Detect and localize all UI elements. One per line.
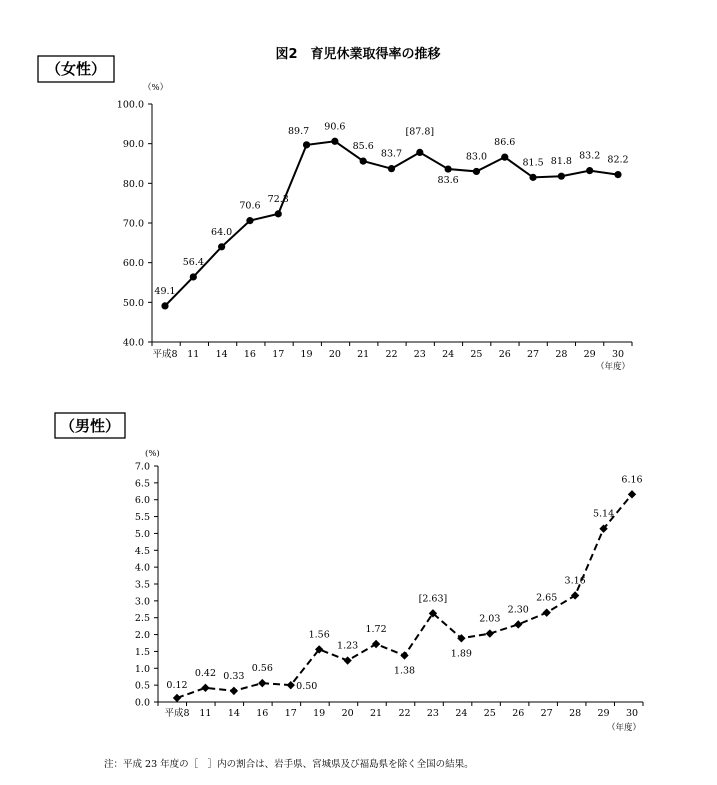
female-x-tick-label: 平成8	[152, 349, 178, 360]
male-data-point	[628, 490, 636, 498]
female-data-point	[190, 273, 197, 280]
male-data-label: 3.16	[564, 575, 586, 587]
male-y-tick-label: 0.5	[134, 680, 150, 692]
female-data-point	[614, 171, 621, 178]
male-data-label: 1.89	[450, 648, 472, 660]
female-x-tick-label: 14	[215, 349, 228, 360]
female-data-label: 83.6	[437, 175, 459, 187]
female-x-tick-label: 23	[413, 349, 426, 360]
male-y-tick-label: 5.0	[134, 528, 150, 540]
female-data-point	[360, 158, 367, 165]
female-data-label: 83.0	[465, 151, 488, 163]
male-data-label: 0.50	[296, 681, 318, 693]
male-y-tick-label: 0.0	[134, 697, 150, 709]
male-x-tick-label: 21	[370, 708, 383, 719]
female-data-point	[586, 167, 593, 174]
male-data-label: 2.65	[536, 592, 558, 604]
male-data-label: 6.16	[621, 474, 643, 486]
female-data-label: 72.3	[267, 193, 289, 205]
page-title: 図2 育児休業取得率の推移	[275, 47, 441, 62]
male-data-point	[514, 620, 522, 628]
female-data-point	[529, 174, 536, 181]
male-x-tick-label: 平成8	[164, 708, 190, 719]
male-data-point	[486, 629, 494, 637]
female-y-tick-label: 50.0	[122, 297, 144, 309]
male-data-label: 5.14	[592, 508, 615, 520]
female-x-tick-label: 24	[442, 349, 455, 360]
female-data-label: 90.6	[324, 121, 346, 133]
female-panel-label: （女性）	[45, 60, 107, 78]
male-x-tick-label: 14	[227, 708, 240, 719]
female-data-point	[218, 243, 225, 250]
male-x-tick-label: 29	[597, 708, 610, 719]
male-data-point	[230, 687, 238, 695]
male-x-tick-label: 19	[313, 708, 326, 719]
male-y-tick-label: 4.0	[134, 562, 150, 574]
female-x-tick-label: 22	[385, 349, 398, 360]
female-data-point	[303, 141, 310, 148]
female-x-tick-label: 28	[555, 349, 568, 360]
male-y-tick-label: 6.5	[134, 478, 150, 490]
female-data-point	[416, 149, 423, 156]
male-x-tick-label: 24	[455, 708, 468, 719]
male-y-tick-label: 2.0	[134, 630, 150, 642]
male-data-label: 0.42	[194, 667, 217, 679]
female-data-point	[246, 217, 253, 224]
male-data-point	[287, 681, 295, 689]
male-y-tick-label: 1.0	[134, 663, 150, 675]
male-x-tick-label: 26	[512, 708, 525, 719]
male-x-unit-label: （年度）	[606, 723, 642, 733]
female-data-label: 81.5	[522, 157, 544, 169]
male-data-label: 0.33	[223, 670, 245, 682]
female-data-label: 70.6	[239, 200, 261, 212]
female-x-tick-label: 19	[300, 349, 313, 360]
male-y-tick-label: 7.0	[134, 461, 150, 473]
female-data-label: 83.2	[579, 150, 601, 162]
male-data-label: 1.56	[308, 629, 330, 641]
male-x-tick-label: 27	[540, 708, 553, 719]
female-x-tick-label: 11	[187, 349, 200, 360]
female-data-label: 85.6	[352, 141, 374, 153]
female-x-tick-label: 16	[243, 349, 256, 360]
male-data-label: 2.03	[479, 613, 501, 625]
footnote: 注：平成 23 年度の［ ］内の割合は、岩手県、宮城県及び福島県を除く全国の結果。	[104, 759, 474, 770]
male-y-tick-label: 5.5	[134, 512, 150, 524]
female-x-tick-label: 29	[583, 349, 596, 360]
male-data-point	[400, 651, 408, 659]
male-data-label: [2.63]	[418, 593, 448, 605]
female-x-tick-label: 30	[611, 349, 625, 360]
female-y-tick-label: 90.0	[122, 139, 144, 151]
female-data-label: 82.2	[607, 154, 629, 166]
female-data-label: 56.4	[182, 256, 204, 268]
female-x-tick-label: 17	[272, 349, 285, 360]
female-data-label: 81.8	[550, 156, 572, 168]
female-x-tick-label: 26	[498, 349, 511, 360]
male-chart	[135, 448, 643, 733]
male-x-tick-label: 23	[426, 708, 439, 719]
female-y-tick-label: 60.0	[122, 258, 144, 270]
male-data-point	[201, 684, 209, 692]
male-x-tick-label: 11	[199, 708, 212, 719]
female-data-point	[445, 165, 452, 172]
female-y-tick-label: 40.0	[122, 337, 144, 349]
female-data-point	[558, 173, 565, 180]
male-data-label: 0.12	[166, 679, 188, 691]
female-chart	[117, 83, 632, 372]
male-y-tick-label: 4.5	[134, 545, 150, 557]
female-x-unit-label: （年度）	[595, 362, 631, 372]
female-x-tick-label: 20	[328, 349, 341, 360]
female-data-point	[275, 210, 282, 217]
female-data-label: [87.8]	[405, 126, 435, 138]
male-data-label: 0.56	[251, 663, 273, 675]
female-x-tick-label: 27	[527, 349, 540, 360]
female-data-label: 49.1	[154, 285, 176, 297]
male-x-tick-label: 28	[569, 708, 582, 719]
male-y-tick-label: 1.5	[134, 646, 150, 658]
female-data-label: 64.0	[211, 226, 233, 238]
female-y-tick-label: 80.0	[122, 178, 144, 190]
male-x-tick-label: 20	[341, 708, 354, 719]
male-data-label: 2.30	[507, 604, 529, 616]
male-data-point	[173, 694, 181, 702]
female-data-point	[473, 168, 480, 175]
male-y-tick-label: 3.5	[134, 579, 150, 591]
male-x-tick-label: 30	[625, 708, 639, 719]
female-y-tick-label: 70.0	[122, 218, 144, 230]
male-data-point	[258, 679, 266, 687]
male-y-tick-label: 3.0	[134, 596, 150, 608]
female-data-label: 89.7	[287, 125, 310, 137]
male-y-tick-label: 6.0	[134, 495, 150, 507]
female-y-unit-label: （%）	[143, 83, 169, 93]
female-data-point	[161, 302, 168, 309]
female-x-tick-label: 25	[470, 349, 483, 360]
male-data-label: 1.38	[393, 665, 416, 677]
female-data-point	[331, 138, 338, 145]
male-data-point	[372, 640, 380, 648]
female-x-tick-label: 21	[357, 349, 370, 360]
male-x-tick-label: 16	[256, 708, 269, 719]
male-panel-label: （男性）	[59, 417, 121, 435]
male-data-label: 1.72	[365, 624, 387, 636]
female-y-tick-label: 100.0	[116, 99, 144, 111]
male-x-tick-label: 25	[483, 708, 496, 719]
female-data-label: 86.6	[494, 137, 516, 149]
male-data-point	[343, 656, 351, 664]
male-x-tick-label: 22	[398, 708, 411, 719]
female-data-point	[388, 165, 395, 172]
male-x-tick-label: 17	[284, 708, 297, 719]
male-y-unit-label: (%)	[145, 449, 160, 459]
female-data-point	[501, 154, 508, 161]
male-data-point	[542, 608, 550, 616]
male-data-label: 1.23	[337, 640, 359, 652]
female-data-label: 83.7	[380, 148, 403, 160]
male-y-tick-label: 2.5	[134, 613, 150, 625]
